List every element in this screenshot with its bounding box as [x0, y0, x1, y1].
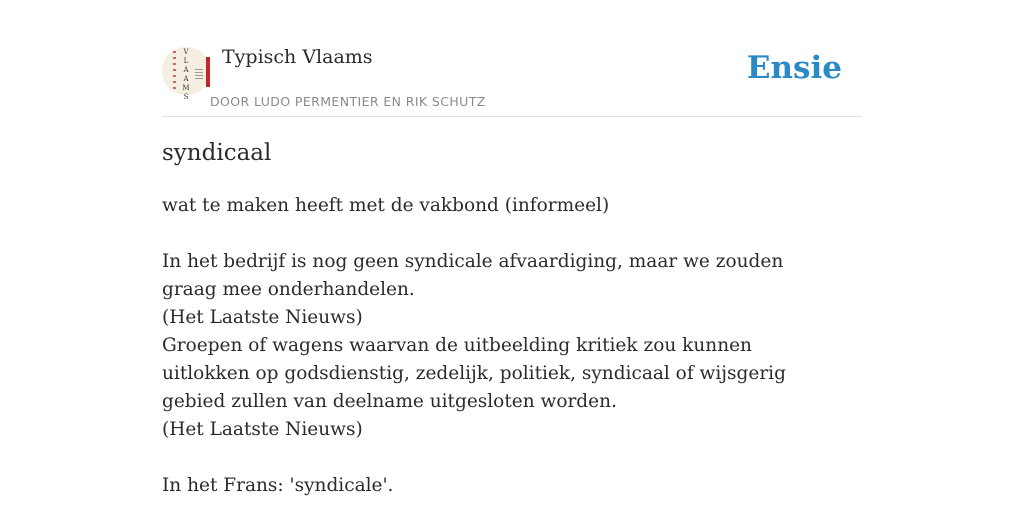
avatar-letter: L: [183, 57, 189, 65]
entry-example: In het bedrijf is nog geen syndicale afvaardiging, maar we zouden graag mee onderhandelen.: [162, 251, 784, 300]
paragraph-spacer: [162, 444, 842, 472]
paragraph-spacer: [162, 220, 842, 248]
blog-avatar[interactable]: [162, 47, 210, 101]
blog-authors: DOOR LUDO PERMENTIER EN RIK SCHUTZ: [210, 94, 486, 109]
entry-note: In het Frans: 'syndicale'.: [162, 475, 394, 496]
avatar-decoration: [195, 69, 203, 81]
avatar-letter: A: [183, 66, 189, 74]
avatar-letter: V: [183, 48, 189, 56]
entry-source: (Het Laatste Nieuws): [162, 307, 363, 328]
entry-definition: wat te maken heeft met de vakbond (informeel): [162, 195, 610, 216]
blog-title[interactable]: Typisch Vlaams: [222, 46, 373, 68]
avatar-letter: S: [183, 93, 189, 101]
blog-header: [162, 44, 862, 117]
entry-headword: syndicaal: [162, 140, 272, 166]
avatar-letter: M: [182, 84, 190, 92]
entry-source: (Het Laatste Nieuws): [162, 419, 363, 440]
avatar-decoration: [206, 57, 210, 87]
avatar-decoration: [173, 51, 176, 89]
avatar-letter: A: [183, 75, 189, 83]
entry-body: [162, 192, 842, 500]
ensie-logo-link[interactable]: Ensie: [746, 50, 842, 86]
avatar-lettering: [180, 48, 192, 102]
entry-example: Groepen of wagens waarvan de uitbeelding kritiek zou kunnen uitlokken op godsdienstig, zedelijk, politiek, syndicaal of wijsgerig gebied zullen van deelname uitgesloten worden.: [162, 335, 786, 412]
